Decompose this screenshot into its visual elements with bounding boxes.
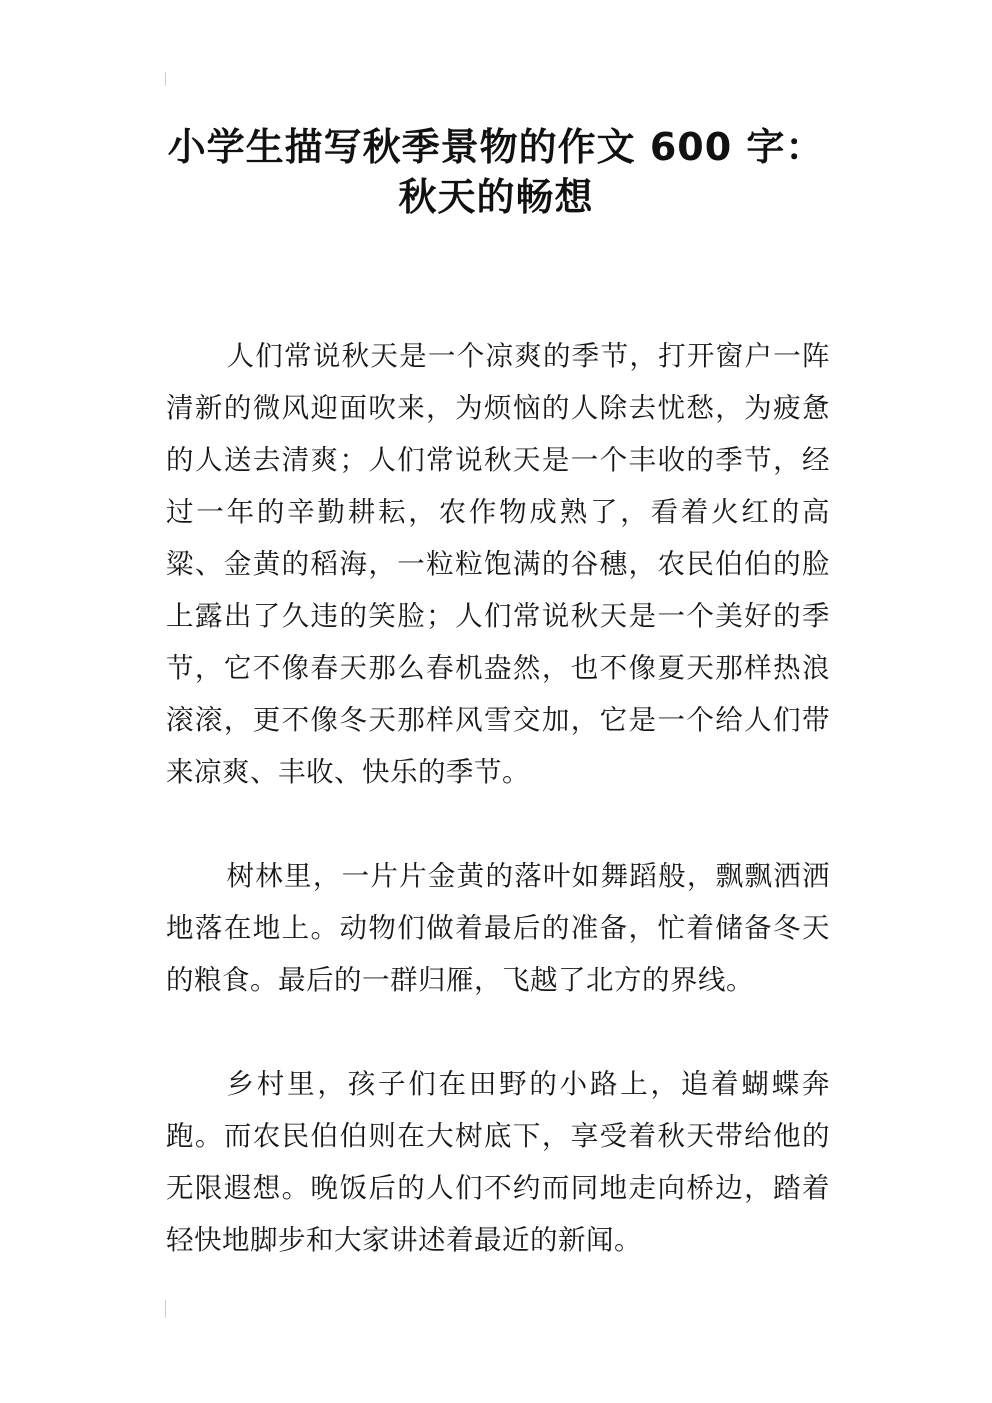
page-margin-mark-top [165, 72, 166, 86]
page-title [100, 122, 892, 222]
article-body [166, 330, 830, 1266]
title-line-1: 小学生描写秋季景物的作文 600 字： [167, 125, 825, 169]
paragraph-3: 乡村里，孩子们在田野的小路上，追着蝴蝶奔跑。而农民伯伯则在大树底下，享受着秋天带给他的无限遐想。晚饭后的人们不约而同地走向桥边，踏着轻快地脚步和大家讲述着最近的新闻。 [166, 1068, 830, 1256]
title-line-2: 秋天的畅想 [398, 175, 594, 219]
page-margin-mark-bottom [165, 1300, 166, 1318]
paragraph-2: 树林里，一片片金黄的落叶如舞蹈般，飘飘洒洒地落在地上。动物们做着最后的准备，忙着储备冬天的粮食。最后的一群归雁，飞越了北方的界线。 [166, 860, 830, 996]
paragraph-1: 人们常说秋天是一个凉爽的季节，打开窗户一阵清新的微风迎面吹来，为烦恼的人除去忧愁，为疲惫的人送去清爽；人们常说秋天是一个丰收的季节，经过一年的辛勤耕耘，农作物成熟了，看着火红的高粱、金黄的稻海，一粒粒饱满的谷穗，农民伯伯的脸上露出了久违的笑脸；人们常说秋天是一个美好的季节，它不像春天那么春机盎然，也不像夏天那样热浪滚滚，更不像冬天那样风雪交加，它是一个给人们带来凉爽、丰收、快乐的季节。 [166, 340, 830, 788]
